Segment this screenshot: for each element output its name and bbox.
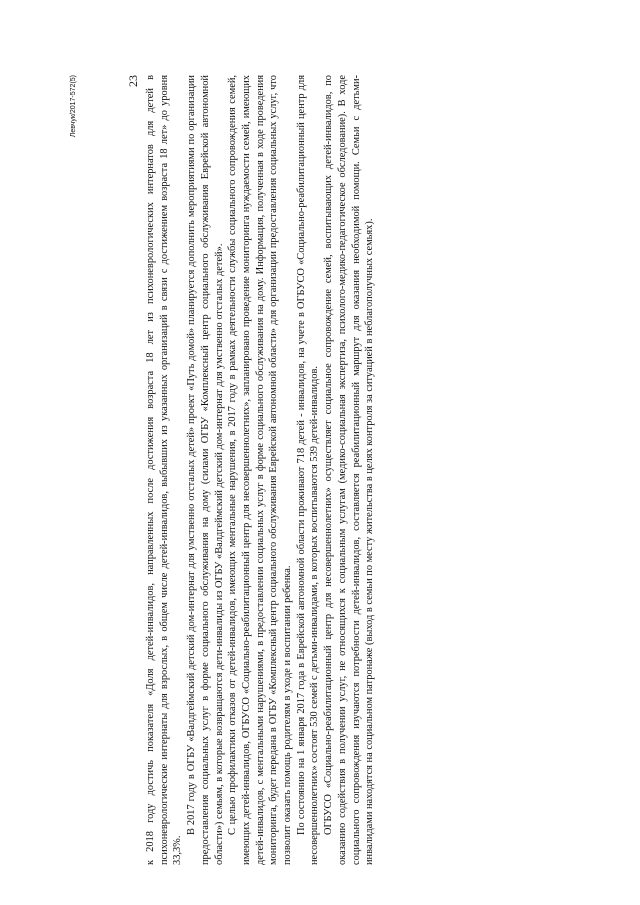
paragraph-1: к 2018 году достичь показателя «Доля детей-инвалидов, направленных после достижения возраста 18 лет из психоневрологических интернатов для детей в психоневрологические интернаты для взрослых, в общем числе детей-инвалидов, выбывших из указанных организаций в связи с достижением возраста 18 лет» до уровня 33,3%. — [145, 75, 184, 865]
paragraph-4: По состоянию на 1 января 2017 года в Еврейской автономной области проживают 718 детей - инвалидов, на учете в ОГБУСО «Социально-реабилитационный центр для несовершеннолетних» состоят 530 семей с детьми-инвалидами, в которых воспитываются 539 детей-инвалидов. — [295, 75, 321, 865]
document-body — [144, 75, 377, 865]
page-number: 23 — [126, 75, 140, 87]
paragraph-2: В 2017 году в ОГБУ «Валдгеймский детский дом-интернат для умственно отсталых детей» проект «Путь домой» планируется дополнить мероприятиями по организации предоставления социальных услуг в форме социального обслуживания на дому (силами ОГБУ «Комплексный центр социального обслуживания Еврейской автономной области») семьям, в которые возвращаются дети-инвалиды из ОГБУ «Валдгеймский детский дом-интернат для умственно отсталых детей». — [186, 75, 225, 865]
paragraph-3: С целью профилактики отказов от детей-инвалидов, имеющих ментальные нарушения, в 2017 году в рамках деятельности службы социального сопровождения семей, имеющих детей-инвалидов, ОГБУСО «Социально-реабилитационный центр для несовершеннолетних», запланировано проведение мониторинга нуждаемости семей, имеющих детей-инвалидов, с ментальными нарушениями, в предоставлении социальных услуг в форме социального обслуживания на дому. Информация, полученная в ходе проведения мониторинга, будет передана в ОГБУ «Комплексный центр социального обслуживания Еврейской автономной области» для организации предоставления социальных услуг, что позволит оказать помощь родителям в уходе и воспитании ребенка. — [227, 75, 294, 865]
footer-code: Левчук/2017-572(5) — [70, 75, 77, 138]
paragraph-5: ОГБУСО «Социально-реабилитационный центр для несовершеннолетних» осуществляет социальное сопровождение семей, воспитывающих детей-инвалидов, по оказанию содействия в получении услуг, не относящихся к социальным услугам (медико-социальная экспертиза, психолого-медико-педагогическое обследование). В ходе социального сопровождения изучаются потребности детей-инвалидов, составляется реабилитационный маршрут для оказания необходимой помощи. Семьи с детьми-инвалидами находятся на социальном патронаже (выход в семьи по месту жительства в целях контроля за ситуацией в неблагополучных семьях). — [323, 75, 376, 865]
rotated-page — [70, 75, 450, 865]
